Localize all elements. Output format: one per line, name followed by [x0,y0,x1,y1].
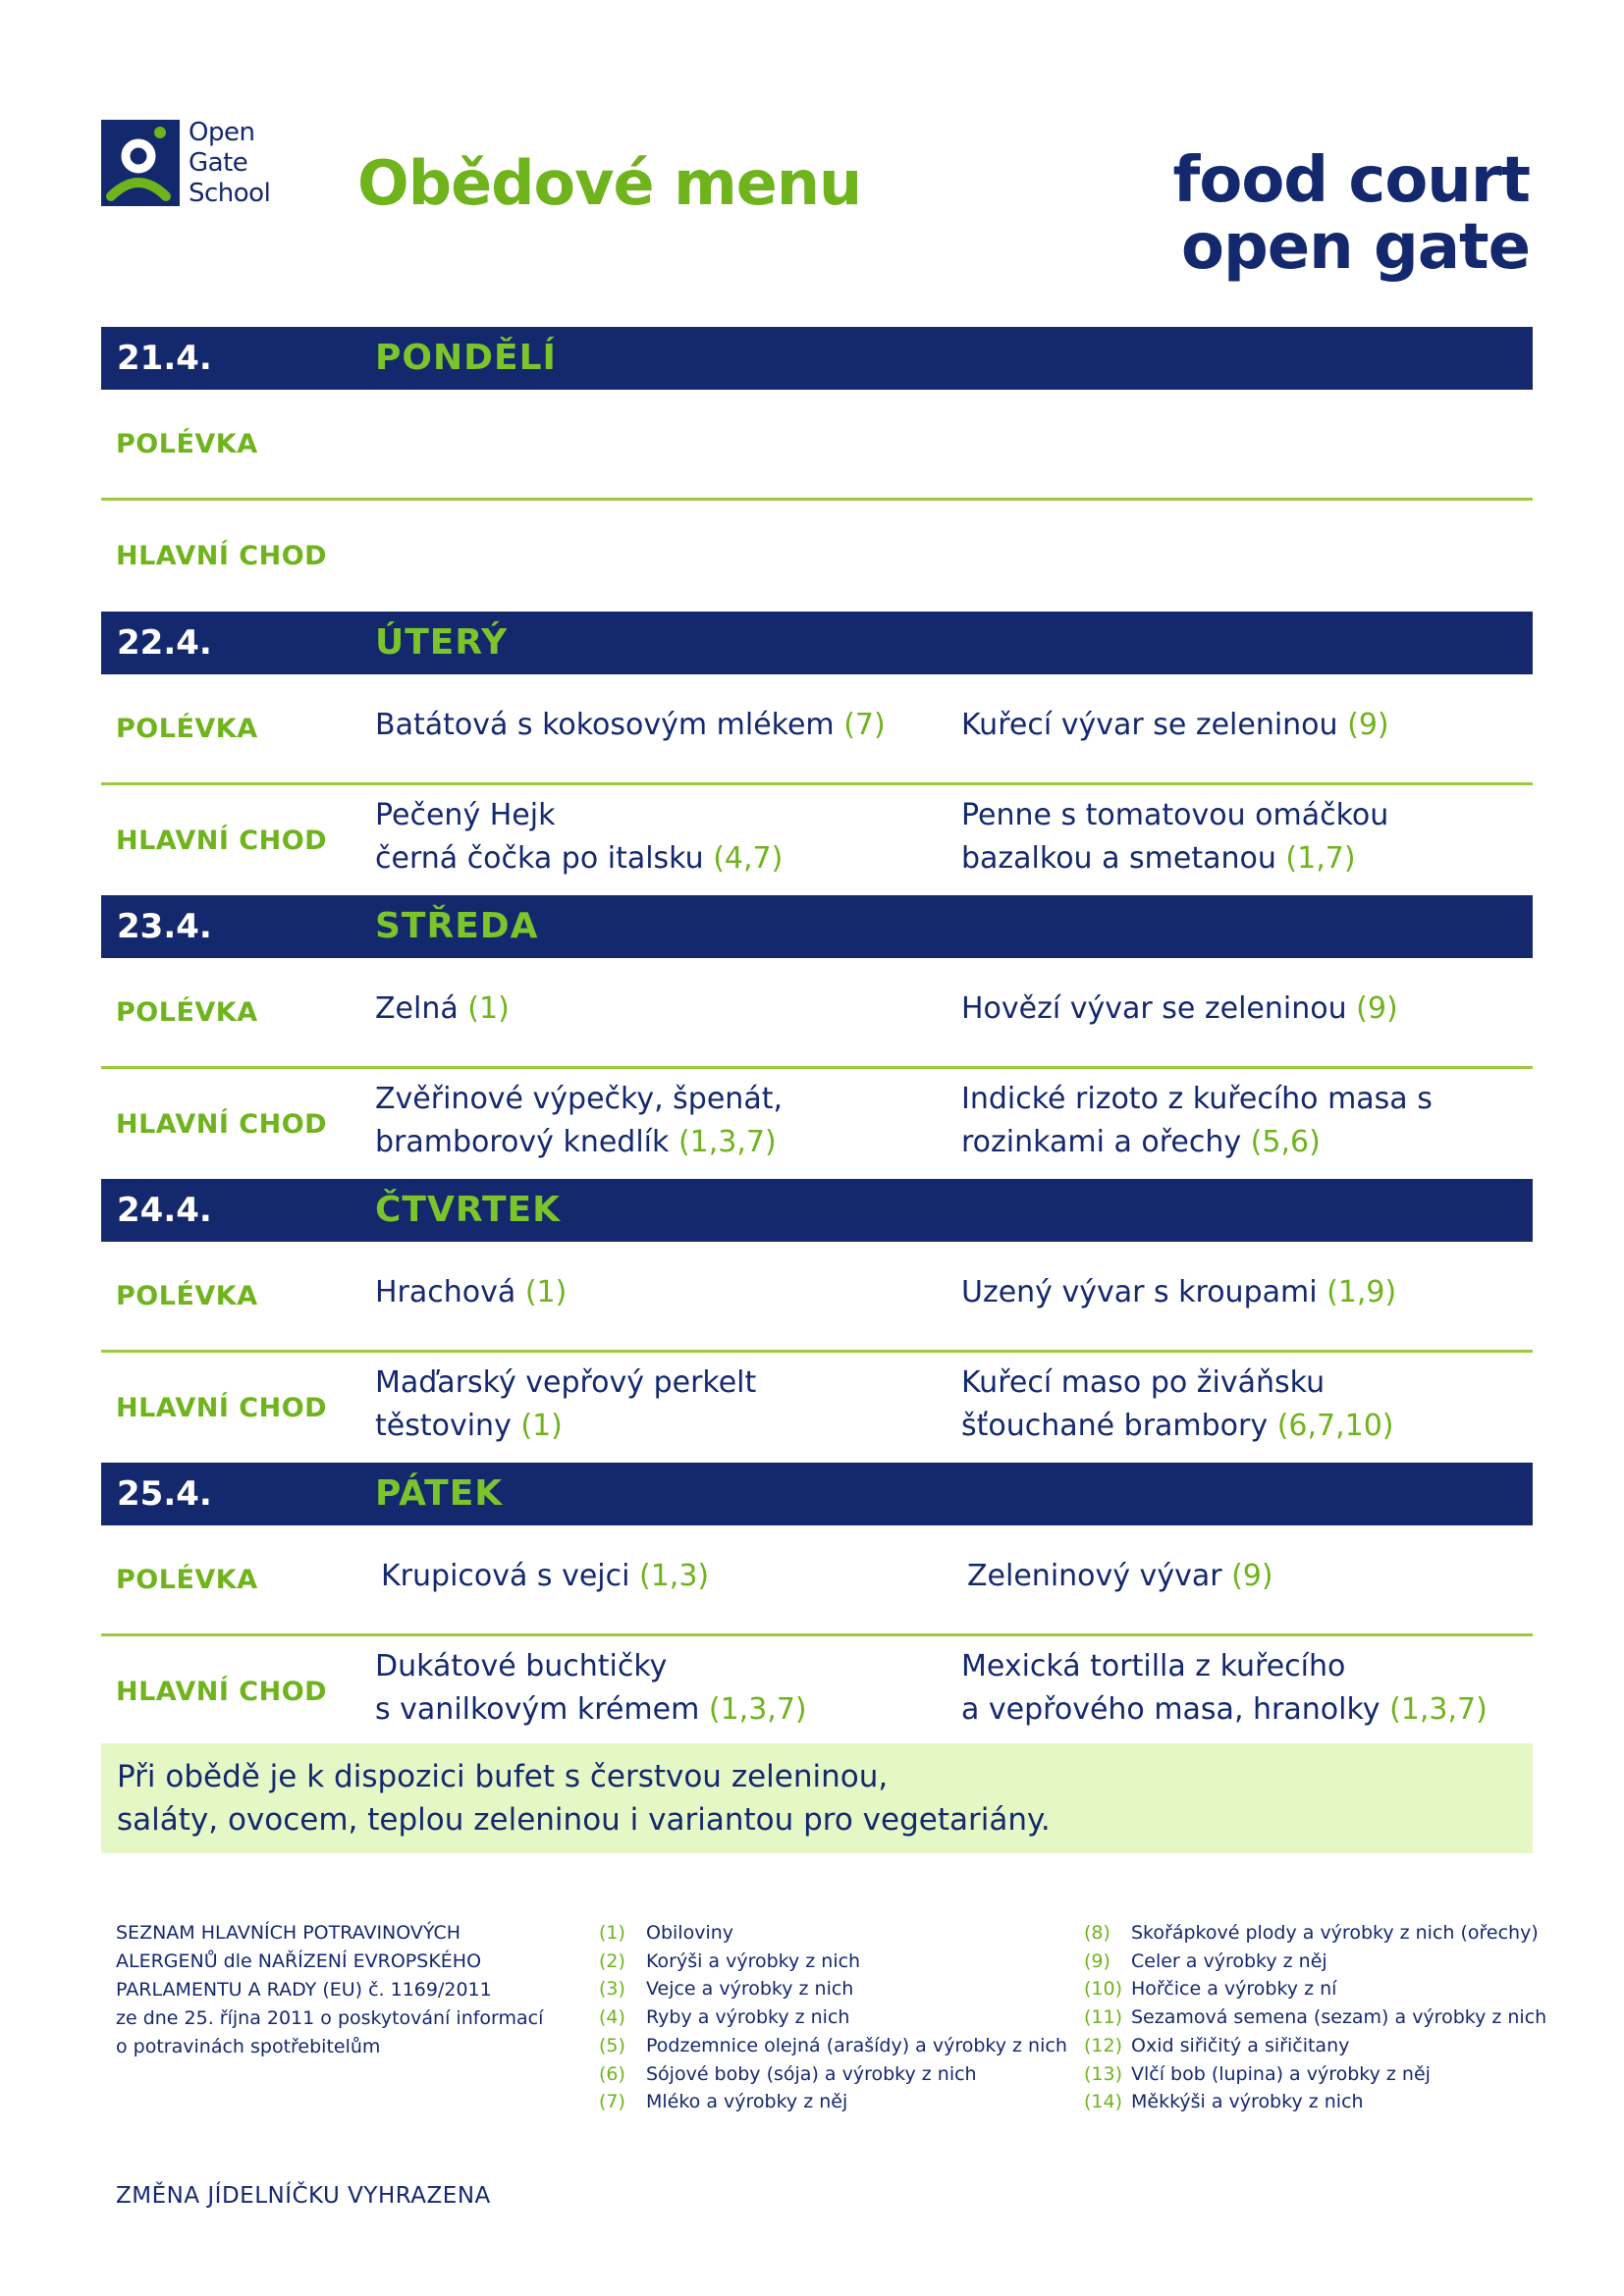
dish-line [381,1555,709,1598]
allergen-name: Podzemnice olejná (arašídy) a výrobky z nich [646,2034,1067,2056]
dish-line [375,1405,756,1448]
allergen-number: (12) [1084,2034,1123,2056]
row-divider [101,1350,1533,1353]
soup-label: POLÉVKA [116,429,258,459]
allergen-name: Oxid siřičitý a siřičitany [1131,2034,1350,2056]
main-course-item [961,1078,1433,1164]
allergen-item [1084,1919,1546,1948]
allergen-item [599,2060,1067,2089]
soup-item [967,1555,1273,1598]
day-name: ÚTERÝ [375,622,509,663]
row-divider [101,782,1533,785]
allergen-item [599,1919,1067,1948]
logo-wordmark [189,118,270,209]
allergen-item [1084,2060,1546,2089]
main-course-item [961,794,1388,881]
allergen-name: Korýši a výrobky z nich [646,1949,861,1972]
main-course-item [961,1645,1488,1732]
row-divider [101,1066,1533,1069]
main-course-item [375,1362,756,1448]
soup-item [375,704,886,747]
soup-item [961,988,1398,1031]
soup-item [961,1271,1396,1314]
allergen-number: (1) [599,1922,625,1944]
main-course-label: HLAVNÍ CHOD [116,1393,328,1423]
soup-label: POLÉVKA [116,1281,258,1311]
allergen-number: (3) [599,1978,625,2001]
logo-line: Open [189,118,255,147]
dish-name: bazalkou a smetanou [961,841,1276,876]
dish-name: Kuřecí maso po živáňsku [961,1365,1326,1400]
allergen-codes: (1,3,7) [1389,1692,1488,1727]
dish-line [961,1271,1396,1314]
footer-note: ZMĚNA JÍDELNÍČKU VYHRAZENA [116,2183,491,2209]
day-date: 24.4. [117,1191,212,1230]
dish-line [961,1405,1394,1448]
allergen-codes: (1,7) [1285,841,1356,876]
allergen-item [599,1975,1067,2003]
soup-label: POLÉVKA [116,997,258,1028]
day-header [101,1179,1533,1242]
dish-name: Mexická tortilla z kuřecího [961,1649,1346,1683]
dish-name: Hrachová [375,1275,516,1309]
allergen-number: (2) [599,1949,625,1972]
allergen-codes: (1) [467,991,510,1026]
allergen-codes: (9) [1347,708,1389,742]
day-date: 25.4. [117,1474,212,1514]
allergen-number: (8) [1084,1922,1110,1944]
dish-name: bramborový knedlík [375,1125,670,1159]
soup-item [961,704,1389,747]
dish-name: Zvěřinové výpečky, špenát, [375,1082,784,1116]
dish-line [375,1078,783,1121]
allergen-item [599,1948,1067,1976]
allergen-item [1084,2003,1546,2032]
allergen-codes: (5,6) [1250,1125,1321,1159]
allergen-name: Vlčí bob (lupina) a výrobky z něj [1131,2062,1431,2085]
allergen-number: (9) [1084,1949,1110,1972]
dish-line [375,794,783,837]
allergen-name: Hořčice a výrobky z ní [1131,1978,1337,2001]
day-header [101,612,1533,674]
allergen-item [599,2003,1067,2032]
dish-line [375,1121,783,1164]
dish-name: s vanilkovým krémem [375,1692,700,1727]
dish-name: Zelná [375,991,459,1026]
allergen-item [1084,2088,1546,2116]
dish-line [961,1362,1394,1405]
page-title: Obědové menu [357,147,862,219]
allergen-name: Měkkýši a výrobky z nich [1131,2091,1364,2113]
day-name: STŘEDA [375,906,539,946]
allergen-codes: (1,3) [639,1559,710,1593]
dish-name: těstoviny [375,1409,512,1443]
allergen-codes: (9) [1231,1559,1273,1593]
dish-line [961,837,1388,881]
logo-mark [101,120,180,206]
dish-name: Kuřecí vývar se zeleninou [961,708,1338,742]
allergen-codes: (1) [524,1275,568,1309]
allergen-number: (6) [599,2062,625,2085]
day-name: PÁTEK [375,1473,504,1514]
dish-line [961,1688,1488,1732]
soup-label: POLÉVKA [116,714,258,744]
allergen-heading-line: SEZNAM HLAVNÍCH POTRAVINOVÝCH [116,1922,461,1944]
main-course-item [961,1362,1394,1448]
row-divider [101,498,1533,501]
logo-icon [101,120,180,206]
buffet-note [101,1743,1533,1853]
main-course-label: HLAVNÍ CHOD [116,1109,328,1140]
allergen-heading-line: PARLAMENTU A RADY (EU) č. 1169/2011 [116,1979,492,2001]
allergen-name: Vejce a výrobky z nich [646,1978,854,2001]
dish-name: Batátová s kokosovým mlékem [375,708,835,742]
allergen-item [599,2032,1067,2060]
allergen-codes: (4,7) [713,841,784,876]
dish-line [961,1121,1433,1164]
allergen-codes: (1,3,7) [677,1125,777,1159]
dish-line [375,988,510,1031]
soup-item [375,988,510,1031]
day-header [101,1463,1533,1525]
day-date: 22.4. [117,623,212,663]
main-course-label: HLAVNÍ CHOD [116,541,328,571]
allergen-list-2 [1084,1919,1546,2116]
allergen-codes: (6,7,10) [1276,1409,1394,1443]
brand-line: open gate [1180,211,1530,284]
allergen-name: Celer a výrobky z něj [1131,1949,1327,1972]
dish-name: Pečený Hejk [375,798,556,832]
allergen-name: Sójové boby (sója) a výrobky z nich [646,2062,977,2085]
logo-line: School [189,179,271,208]
dish-name: Maďarský vepřový perkelt [375,1365,757,1400]
dish-line [375,704,886,747]
dish-line [375,1645,807,1688]
day-date: 21.4. [117,339,212,378]
allergen-codes: (1,9) [1326,1275,1397,1309]
dish-name: Krupicová s vejci [381,1559,630,1593]
allergen-codes: (1,3,7) [708,1692,807,1727]
soup-item [381,1555,709,1598]
soup-item [375,1271,567,1314]
day-header [101,327,1533,390]
main-course-item [375,1645,807,1732]
dish-line [375,1271,567,1314]
day-name: PONDĚLÍ [375,338,557,378]
brand-name [1172,144,1531,284]
allergen-name: Skořápkové plody a výrobky z nich (ořechy) [1131,1922,1539,1944]
note-line: Při obědě je k dispozici bufet s čerstvou zeleninou, [117,1759,889,1794]
allergen-item [1084,1948,1546,1976]
dish-name: a vepřového masa, hranolky [961,1692,1380,1727]
dish-line [967,1555,1273,1598]
soup-label: POLÉVKA [116,1565,258,1595]
allergen-heading-line: o potravinách spotřebitelům [116,2036,381,2057]
allergen-number: (4) [599,2006,625,2029]
allergen-name: Obiloviny [646,1922,734,1944]
main-course-item [375,1078,783,1164]
allergen-number: (11) [1084,2006,1123,2029]
allergen-heading [116,1919,543,2061]
dish-line [375,1362,756,1405]
dish-name: černá čočka po italsku [375,841,704,876]
day-header [101,895,1533,958]
allergen-number: (13) [1084,2062,1123,2085]
main-course-item [375,794,783,881]
allergen-item [599,2088,1067,2116]
dish-line [961,794,1388,837]
allergen-heading-line: ALERGENŮ dle NAŘÍZENÍ EVROPSKÉHO [116,1950,482,1972]
allergen-number: (7) [599,2091,625,2113]
allergen-codes: (9) [1356,991,1398,1026]
day-name: ČTVRTEK [375,1190,561,1230]
allergen-item [1084,1975,1546,2003]
dish-name: Dukátové buchtičky [375,1649,668,1683]
dish-line [961,1645,1488,1688]
brand-line: food court [1172,144,1530,217]
allergen-codes: (1) [520,1409,563,1443]
allergen-item [1084,2032,1546,2060]
dish-line [375,1688,807,1732]
dish-name: Penne s tomatovou omáčkou [961,798,1389,832]
main-course-label: HLAVNÍ CHOD [116,826,328,856]
dish-name: rozinkami a ořechy [961,1125,1242,1159]
dish-name: Hovězí vývar se zeleninou [961,991,1347,1026]
allergen-name: Ryby a výrobky z nich [646,2006,850,2029]
allergen-list-1 [599,1919,1067,2116]
allergen-heading-line: ze dne 25. října 2011 o poskytování informací [116,2007,544,2029]
dish-name: Uzený vývar s kroupami [961,1275,1318,1309]
row-divider [101,1633,1533,1636]
dish-line [375,837,783,881]
day-date: 23.4. [117,907,212,946]
logo-line: Gate [189,148,248,178]
allergen-number: (5) [599,2034,625,2056]
dish-name: šťouchané brambory [961,1409,1269,1443]
allergen-name: Mléko a výrobky z něj [646,2091,848,2113]
allergen-number: (14) [1084,2091,1123,2113]
dish-line [961,988,1398,1031]
dish-name: Indické rizoto z kuřecího masa s [961,1082,1433,1116]
dish-name: Zeleninový vývar [967,1559,1222,1593]
dish-line [961,704,1389,747]
main-course-label: HLAVNÍ CHOD [116,1677,328,1707]
dish-line [961,1078,1433,1121]
allergen-name: Sezamová semena (sezam) a výrobky z nich [1131,2006,1547,2029]
allergen-codes: (7) [843,708,886,742]
note-line: saláty, ovocem, teplou zeleninou i variantou pro vegetariány. [117,1802,1051,1838]
allergen-number: (10) [1084,1978,1123,2001]
